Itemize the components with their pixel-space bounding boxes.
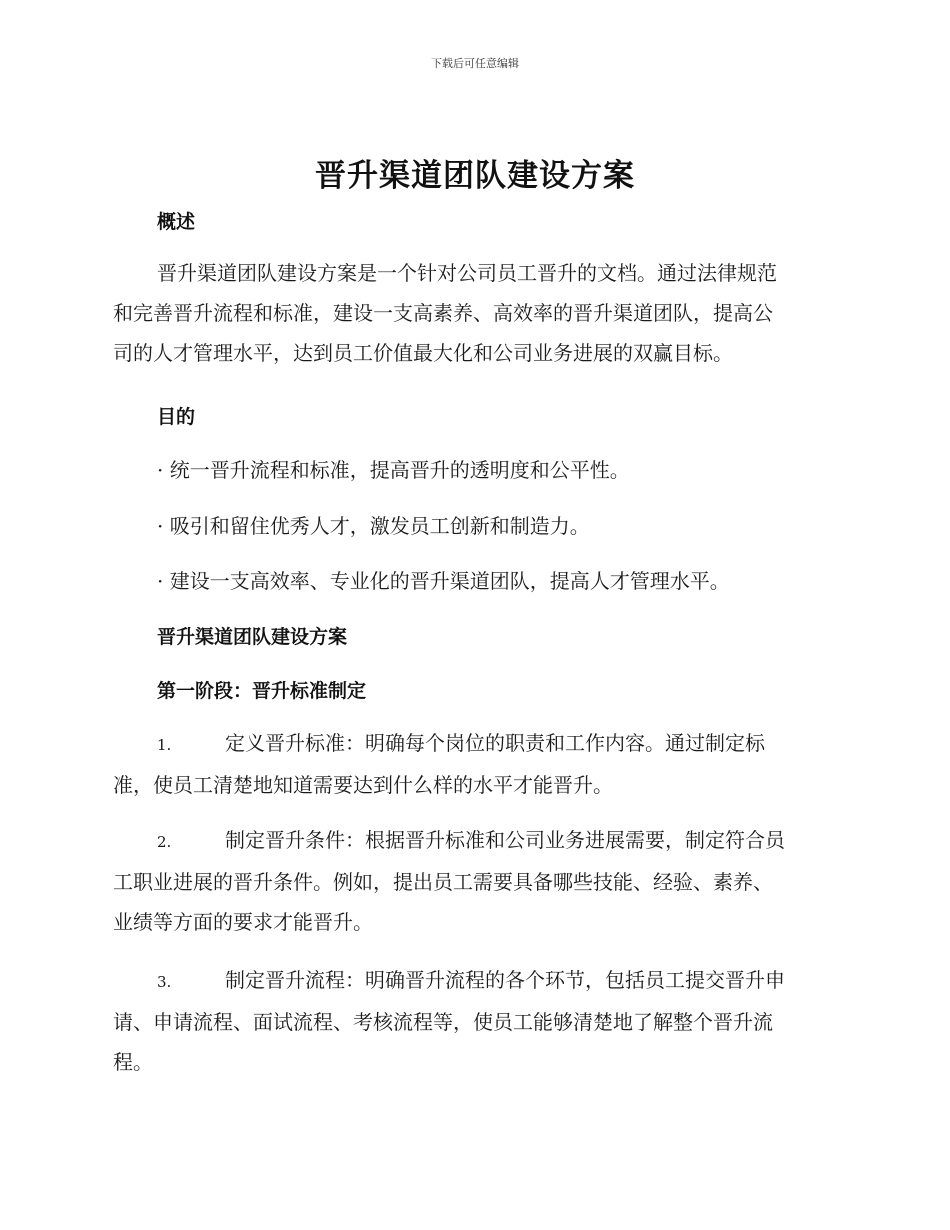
paragraph-line: 和完善晋升流程和标准，建设一支高素养、高效率的晋升渠道团队，提高公 xyxy=(113,301,773,325)
item-number: 2. xyxy=(157,833,172,851)
document-title: 晋升渠道团队建设方案 xyxy=(315,158,635,194)
purpose-bullet: · 吸引和留住优秀人才，激发员工创新和制造力。 xyxy=(157,514,590,538)
numbered-item xyxy=(113,723,833,805)
paragraph-line: 业绩等方面的要求才能晋升。 xyxy=(113,910,373,934)
header-note: 下载后可任意编辑 xyxy=(431,57,519,70)
paragraph-line: 晋升渠道团队建设方案是一个针对公司员工晋升的文档。通过法律规范 xyxy=(157,261,777,285)
numbered-item xyxy=(113,820,833,942)
paragraph-line: 制定晋升条件：根据晋升标准和公司业务进展需要，制定符合员 xyxy=(225,828,785,852)
section-heading-overview: 概述 xyxy=(157,211,196,233)
paragraph-line: 司的人才管理水平，达到员工价值最大化和公司业务进展的双赢目标。 xyxy=(113,341,733,365)
paragraph-line: 程。 xyxy=(113,1050,153,1074)
paragraph-line: 准，使员工清楚地知道需要达到什么样的水平才能晋升。 xyxy=(113,773,613,797)
overview-paragraph xyxy=(113,253,833,373)
phase-heading: 第一阶段：晋升标准制定 xyxy=(157,680,367,702)
section-heading-plan: 晋升渠道团队建设方案 xyxy=(157,626,348,648)
paragraph-line: 制定晋升流程：明确晋升流程的各个环节，包括员工提交晋升申 xyxy=(225,968,785,992)
paragraph-line: 工职业进展的晋升条件。例如，提出员工需要具备哪些技能、经验、素养、 xyxy=(113,870,773,894)
purpose-bullet: · 统一晋升流程和标准，提高晋升的透明度和公平性。 xyxy=(157,458,630,482)
numbered-item xyxy=(113,960,833,1082)
purpose-bullet: · 建设一支高效率、专业化的晋升渠道团队，提高人才管理水平。 xyxy=(157,569,730,593)
paragraph-line: 请、申请流程、面试流程、考核流程等，使员工能够清楚地了解整个晋升流 xyxy=(113,1010,773,1034)
item-number: 3. xyxy=(157,973,172,991)
paragraph-line: 定义晋升标准：明确每个岗位的职责和工作内容。通过制定标 xyxy=(225,731,765,755)
item-number: 1. xyxy=(157,736,172,754)
section-heading-purpose: 目的 xyxy=(157,406,196,428)
